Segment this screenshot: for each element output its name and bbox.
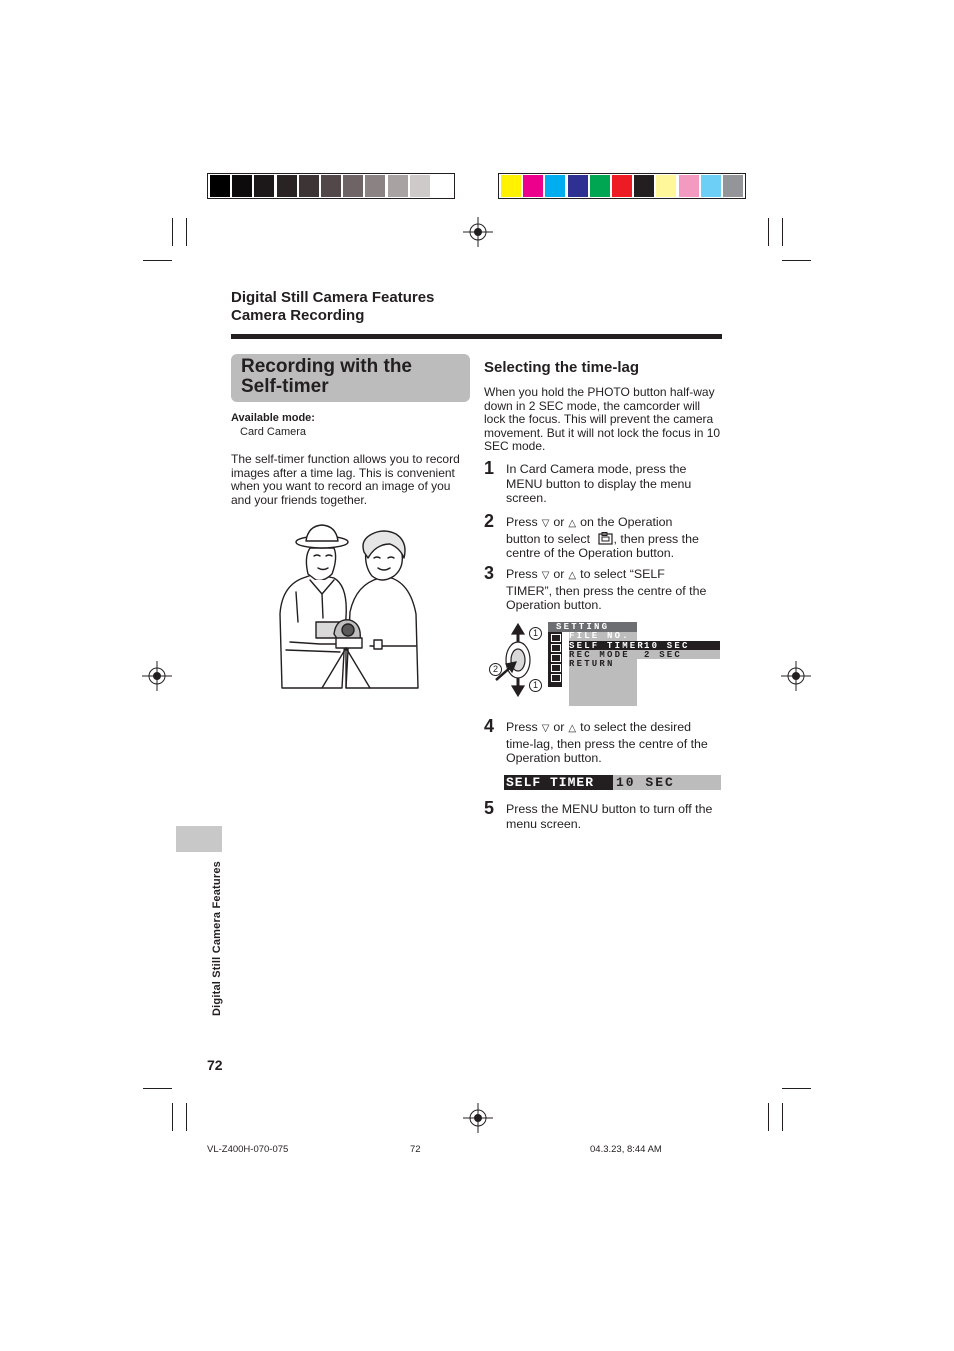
menu-screen: [548, 622, 720, 706]
step-line: menu screen.: [506, 816, 582, 831]
section-header: [231, 289, 434, 325]
menu-option-selected: 10 SEC: [644, 641, 690, 651]
menu-icon: [551, 664, 561, 672]
crop-mark: [768, 1103, 769, 1131]
step-line: [506, 567, 724, 584]
selftimer-value: 10 SEC: [616, 775, 675, 790]
section-header-line1: Digital Still Camera Features: [231, 289, 435, 306]
subheading: Selecting the time-lag: [484, 359, 640, 376]
crop-mark: [186, 218, 187, 246]
down-triangle-icon: ▽: [541, 518, 550, 529]
calibration-swatch: [388, 175, 408, 197]
calibration-swatch: [321, 175, 341, 197]
step-line: TIMER”, then press the centre of the: [506, 583, 707, 598]
calibration-swatch: [365, 175, 385, 197]
menu-option: 2 SEC: [644, 650, 683, 660]
calibration-swatch: [343, 175, 363, 197]
step-word: Press: [506, 720, 538, 734]
down-triangle-icon: ▽: [541, 723, 550, 734]
step-word: Press: [506, 567, 538, 581]
intro-line: The self-timer function allows you to record: [231, 452, 460, 466]
crop-mark: [172, 218, 173, 246]
intro-line: and your friends together.: [231, 492, 368, 507]
menu-header: SETTING: [556, 622, 610, 632]
selftimer-osd-bar: [504, 775, 721, 790]
note-line: down in 2 SEC mode, the camcorder will: [484, 398, 701, 413]
callout-circle: 2: [489, 663, 502, 676]
note-line: When you hold the PHOTO button half-way: [484, 385, 715, 399]
step-line: [506, 720, 724, 737]
crop-mark: [782, 218, 783, 246]
step-line: Press the MENU button to turn off the: [506, 802, 713, 816]
menu-item: FILE NO.: [569, 631, 630, 641]
calibration-swatch: [432, 175, 452, 197]
page-title-line2: Self-timer: [241, 376, 329, 397]
crop-mark: [186, 1103, 187, 1131]
menu-icon: [551, 674, 561, 682]
calibration-swatch: [545, 175, 565, 197]
note-paragraph: [484, 386, 724, 454]
up-triangle-icon: △: [568, 723, 577, 734]
available-mode-value: Card Camera: [240, 426, 307, 438]
step-number: 1: [484, 458, 495, 478]
note-line: movement. But it will not lock the focus in 10: [484, 425, 721, 440]
intro-line: when you want to record an image of you: [231, 479, 451, 494]
crop-mark: [768, 218, 769, 246]
registration-target-icon: [781, 661, 811, 691]
calibration-swatch: [277, 175, 297, 197]
step-line: centre of the Operation button.: [506, 546, 675, 561]
available-mode-label: Available mode:: [231, 412, 315, 424]
step-number: 2: [484, 511, 495, 531]
menu-item: REC MODE: [569, 650, 630, 660]
calibration-swatch: [590, 175, 610, 197]
calibration-swatch: [299, 175, 319, 197]
footer-center: 72: [410, 1144, 421, 1155]
step-word: or: [553, 720, 565, 734]
down-triangle-icon: ▽: [541, 570, 550, 581]
calibration-swatch: [568, 175, 588, 197]
step-word: to select the desired: [580, 720, 692, 734]
callout-circle: 1: [529, 679, 542, 692]
self-timer-illustration: [276, 522, 420, 690]
section-header-line2: Camera Recording: [231, 307, 365, 324]
step-line: Operation button.: [506, 598, 602, 613]
step-4-text: [506, 720, 724, 766]
crop-mark: [782, 1103, 783, 1131]
calibration-swatch: [410, 175, 430, 197]
step-line: In Card Camera mode, press the: [506, 462, 687, 476]
step-number: 5: [484, 798, 495, 818]
crop-mark: [172, 1103, 173, 1131]
step-word: on the Operation: [580, 515, 673, 529]
footer-left: VL-Z400H-070-075: [207, 1144, 289, 1155]
up-triangle-icon: △: [568, 518, 577, 529]
step-word: button to select: [506, 531, 591, 546]
step-2-text: [506, 515, 724, 561]
callout-circle: 1: [529, 627, 542, 640]
step-line: [506, 532, 724, 547]
step-word: to select “SELF: [580, 567, 665, 581]
crop-mark: [782, 260, 811, 261]
registration-target-icon: [142, 661, 172, 691]
menu-item-selected: SELF TIMER: [569, 641, 646, 651]
side-tab-label: Digital Still Camera Features: [211, 861, 223, 1016]
calibration-swatch: [634, 175, 654, 197]
crop-mark: [782, 1088, 811, 1089]
calibration-swatch: [612, 175, 632, 197]
footer-right: 04.3.23, 8:44 AM: [590, 1144, 662, 1155]
up-triangle-icon: △: [568, 570, 577, 581]
registration-target-icon: [463, 1103, 493, 1133]
menu-icon: [551, 654, 561, 662]
calibration-swatch: [501, 175, 521, 197]
calibration-swatch: [523, 175, 543, 197]
note-line: SEC mode.: [484, 439, 546, 454]
step-number: 3: [484, 563, 495, 583]
setting-menu-icon: [598, 532, 613, 545]
step-line: screen.: [506, 491, 547, 506]
step-word: or: [553, 515, 565, 529]
menu-icon: [551, 634, 561, 642]
intro-paragraph: [231, 453, 466, 507]
grayscale-calibration-bar: [207, 173, 455, 199]
calibration-swatch: [656, 175, 676, 197]
step-word: , then press the: [613, 531, 699, 546]
step-line: time-lag, then press the centre of the: [506, 736, 708, 751]
step-line: MENU button to display the menu: [506, 476, 692, 491]
page-number: 72: [207, 1057, 223, 1073]
color-calibration-bar: [498, 173, 746, 199]
page-title-line1: Recording with the: [241, 356, 412, 377]
page-title: [241, 357, 463, 397]
step-line: Operation button.: [506, 751, 602, 766]
crop-mark: [143, 260, 172, 261]
note-line: lock the focus. This will prevent the camera: [484, 412, 714, 427]
step-word: Press: [506, 515, 538, 529]
step-1-text: [506, 462, 724, 506]
menu-icon: [551, 644, 561, 652]
registration-target-icon: [463, 217, 493, 247]
calibration-swatch: [723, 175, 743, 197]
side-tab: [176, 826, 222, 852]
menu-item: RETURN: [569, 659, 615, 669]
calibration-swatch: [679, 175, 699, 197]
calibration-swatch: [254, 175, 274, 197]
selftimer-label: SELF TIMER: [506, 775, 595, 790]
calibration-swatch: [210, 175, 230, 197]
calibration-swatch: [701, 175, 721, 197]
step-5-text: [506, 802, 724, 831]
step-line: [506, 515, 724, 532]
intro-line: images after a time lag. This is convenient: [231, 465, 455, 480]
step-number: 4: [484, 716, 495, 736]
header-rule: [231, 334, 722, 339]
step-3-text: [506, 567, 724, 613]
step-word: or: [553, 567, 565, 581]
crop-mark: [143, 1088, 172, 1089]
calibration-swatch: [232, 175, 252, 197]
